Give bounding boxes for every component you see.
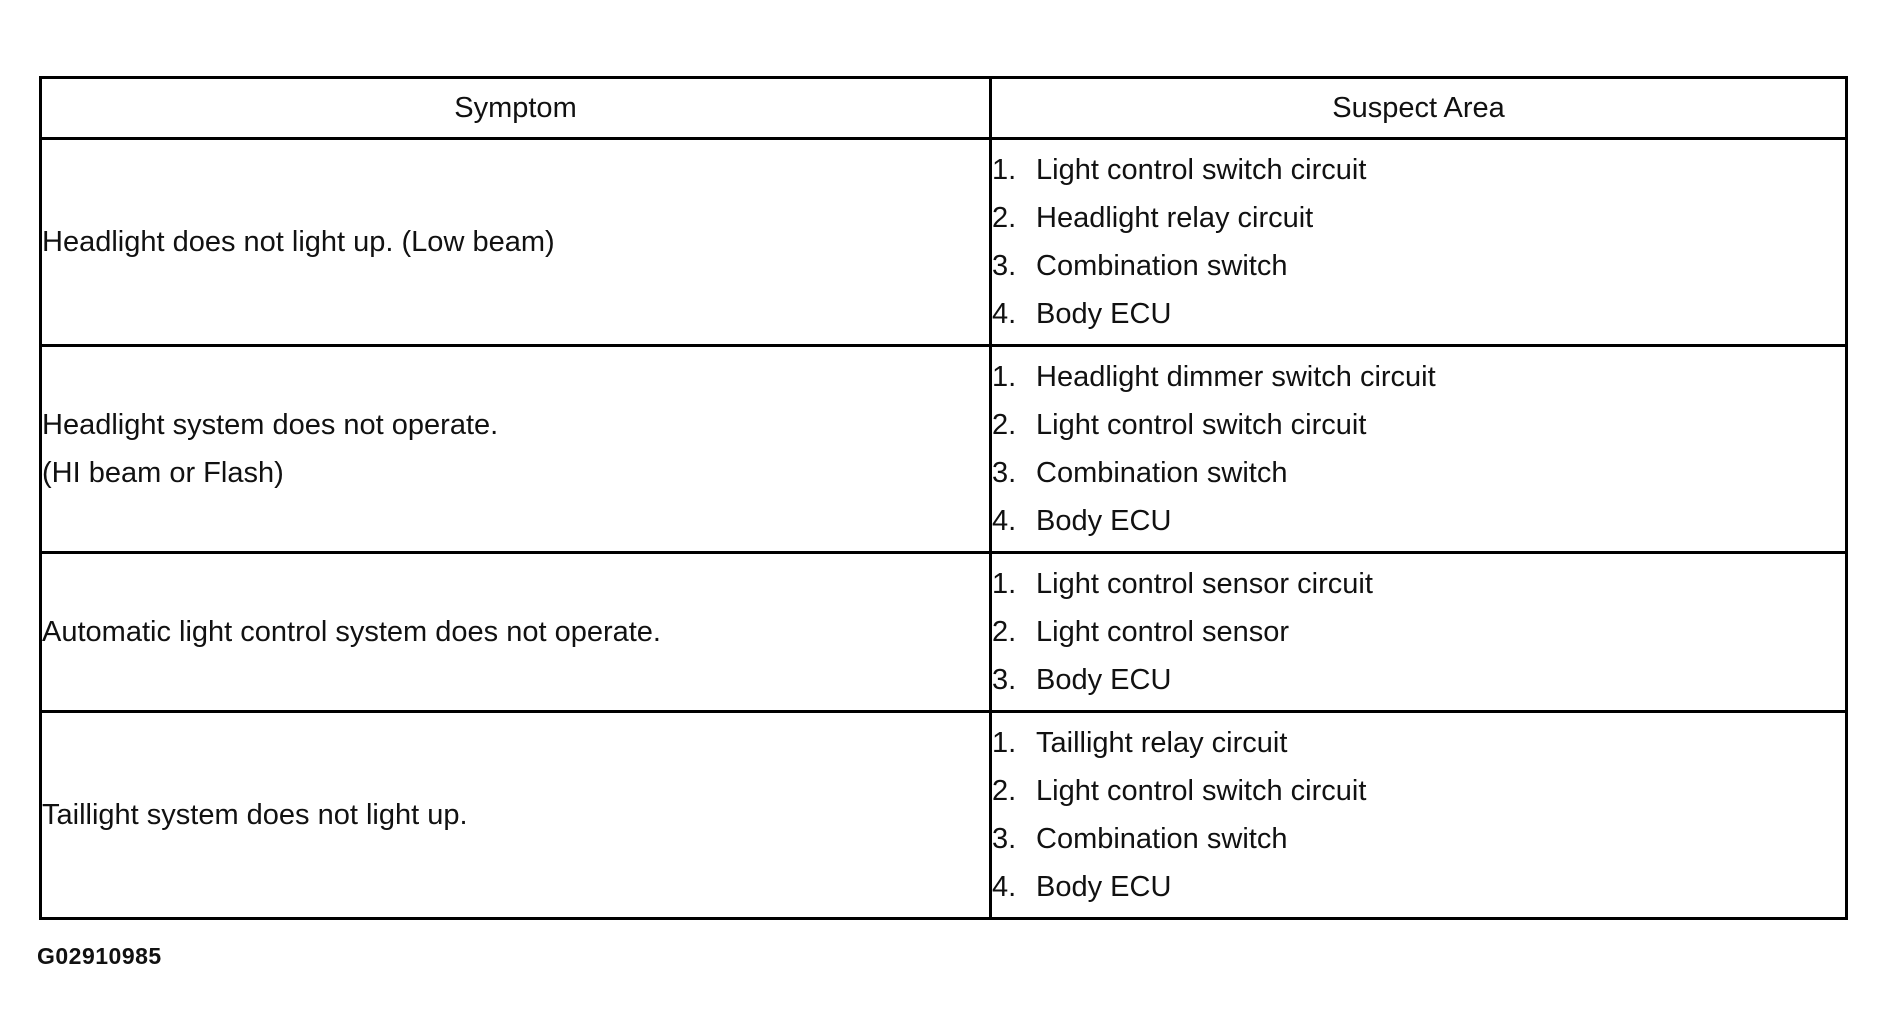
item-number: 1. xyxy=(992,727,1017,759)
item-number: 2. xyxy=(992,775,1017,807)
list-item xyxy=(992,194,1845,242)
list-item xyxy=(992,449,1845,497)
item-text: Body ECU xyxy=(1036,871,1172,903)
list-item xyxy=(992,146,1845,194)
suspect-list xyxy=(992,146,1845,338)
item-number: 1. xyxy=(992,154,1017,186)
problem-symptoms-table xyxy=(39,76,1848,920)
table-row xyxy=(41,346,1847,553)
item-number: 2. xyxy=(992,409,1017,441)
item-text: Headlight dimmer switch circuit xyxy=(1036,361,1436,393)
list-item xyxy=(992,242,1845,290)
item-number: 4. xyxy=(992,871,1017,903)
list-item xyxy=(992,401,1845,449)
symptom-cell xyxy=(41,346,991,553)
item-text: Body ECU xyxy=(1036,664,1172,696)
item-number: 3. xyxy=(992,250,1017,282)
item-text: Combination switch xyxy=(1036,250,1288,282)
symptom-line: (HI beam or Flash) xyxy=(42,457,284,489)
item-number: 4. xyxy=(992,298,1017,330)
item-number: 3. xyxy=(992,664,1017,696)
item-text: Body ECU xyxy=(1036,505,1172,537)
suspect-list xyxy=(992,560,1845,704)
item-number: 1. xyxy=(992,568,1017,600)
list-item xyxy=(992,719,1845,767)
item-text: Body ECU xyxy=(1036,298,1172,330)
list-item xyxy=(992,497,1845,545)
item-text: Combination switch xyxy=(1036,823,1288,855)
item-number: 4. xyxy=(992,505,1017,537)
item-text: Light control sensor circuit xyxy=(1036,568,1373,600)
item-number: 2. xyxy=(992,202,1017,234)
list-item xyxy=(992,815,1845,863)
table-row xyxy=(41,139,1847,346)
item-number: 3. xyxy=(992,457,1017,489)
list-item xyxy=(992,608,1845,656)
item-number: 2. xyxy=(992,616,1017,648)
suspect-area-cell xyxy=(991,553,1847,712)
table-header-row xyxy=(41,78,1847,139)
list-item xyxy=(992,656,1845,704)
item-text: Light control sensor xyxy=(1036,616,1290,648)
item-text: Light control switch circuit xyxy=(1036,409,1367,441)
item-number: 1. xyxy=(992,361,1017,393)
symptom-line: Taillight system does not light up. xyxy=(42,799,468,831)
table-row xyxy=(41,553,1847,712)
figure-id: G02910985 xyxy=(37,943,162,969)
symptom-line: Headlight does not light up. (Low beam) xyxy=(42,226,555,258)
header-symptom: Symptom xyxy=(41,78,991,139)
item-number: 3. xyxy=(992,823,1017,855)
item-text: Headlight relay circuit xyxy=(1036,202,1314,234)
suspect-list xyxy=(992,353,1845,545)
symptom-line: Automatic light control system does not operate. xyxy=(42,616,661,648)
symptom-cell xyxy=(41,553,991,712)
header-suspect-area: Suspect Area xyxy=(991,78,1847,139)
item-text: Light control switch circuit xyxy=(1036,775,1367,807)
list-item xyxy=(992,560,1845,608)
suspect-area-cell xyxy=(991,712,1847,919)
suspect-list xyxy=(992,719,1845,911)
symptom-cell xyxy=(41,139,991,346)
suspect-area-cell xyxy=(991,139,1847,346)
symptom-line: Headlight system does not operate. xyxy=(42,409,499,441)
list-item xyxy=(992,767,1845,815)
list-item xyxy=(992,290,1845,338)
item-text: Taillight relay circuit xyxy=(1036,727,1288,759)
suspect-area-cell xyxy=(991,346,1847,553)
list-item xyxy=(992,353,1845,401)
item-text: Combination switch xyxy=(1036,457,1288,489)
item-text: Light control switch circuit xyxy=(1036,154,1367,186)
symptom-cell xyxy=(41,712,991,919)
table-row xyxy=(41,712,1847,919)
list-item xyxy=(992,863,1845,911)
